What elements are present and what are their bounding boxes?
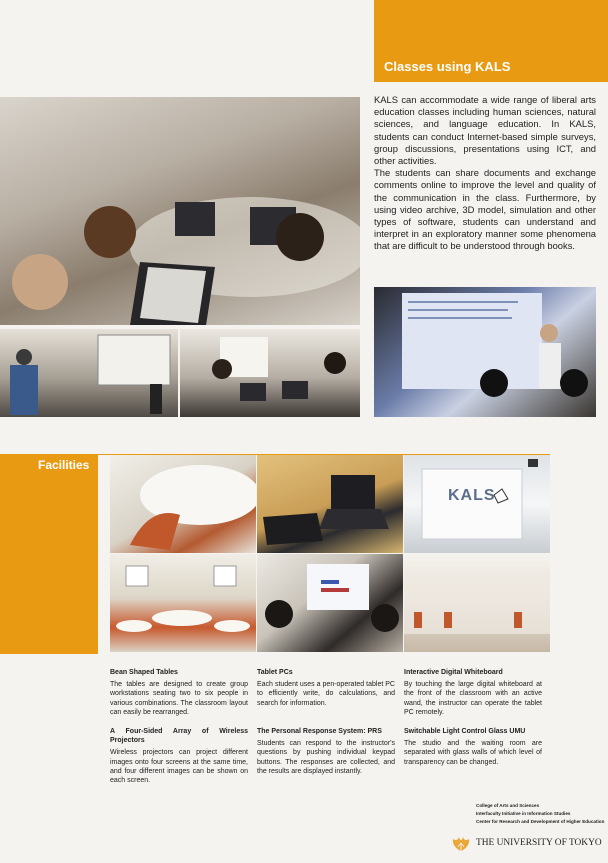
photo-bean-shaped-tables bbox=[110, 455, 256, 553]
photo-tablet-pcs bbox=[257, 455, 403, 553]
facility-title: Bean Shaped Tables bbox=[110, 669, 178, 676]
facility-title: Switchable Light Control Glass UMU bbox=[404, 728, 526, 735]
photo-art bbox=[374, 287, 596, 417]
facility-bean-shaped-tables bbox=[110, 668, 248, 717]
facility-digital-whiteboard bbox=[404, 668, 542, 717]
facility-wireless-projectors bbox=[110, 727, 248, 785]
photo-students-with-tablets bbox=[0, 97, 360, 325]
facility-title: A Four-Sided Array of Wireless Projectors bbox=[110, 728, 248, 745]
photo-art bbox=[404, 554, 550, 652]
facility-title: Tablet PCs bbox=[257, 669, 293, 676]
section-title-classes: Classes using KALS bbox=[384, 59, 511, 74]
facility-text: Students can respond to the instructor's questions by pushing individual keypad buttons. The responses are collected, and the results are displayed instantly. bbox=[257, 740, 395, 775]
facility-text: The tables are designed to create group workstations seating two to six people in various combinations. The classroom layout can easily be rearranged. bbox=[110, 681, 248, 716]
photo-art bbox=[180, 329, 360, 417]
institution-list bbox=[476, 802, 604, 826]
photo-art bbox=[110, 455, 256, 553]
facility-title: Interactive Digital Whiteboard bbox=[404, 669, 503, 676]
photo-wireless-projectors bbox=[110, 554, 256, 652]
ginkgo-leaf-icon bbox=[450, 831, 472, 853]
photo-art bbox=[0, 329, 178, 417]
photo-art bbox=[257, 455, 403, 553]
facility-text: Each student uses a pen-operated tablet PC to efficiently write, do calculations, and search for information. bbox=[257, 681, 395, 707]
facilities-accent-block bbox=[0, 454, 98, 654]
facility-prs bbox=[257, 727, 395, 776]
section-title-facilities: Facilities bbox=[38, 458, 90, 472]
facility-text: By touching the large digital whiteboard at the front of the classroom with an active wand, the instructor can operate the tablet PC remotely. bbox=[404, 681, 542, 716]
photo-presentation-screen bbox=[0, 329, 178, 417]
intro-paragraph-2: The students can share documents and exchange comments online to improve the level and quality of the communication in the class. Furthermore, by using video archive, 3D model, simulation and other types of software, students can understand and interpret in an exploratory manner some phenomena that are difficult to be understood through books. bbox=[374, 167, 596, 252]
institution-name: Interfaculty Initiative in Information Studies bbox=[476, 811, 571, 816]
photo-instructor-whiteboard bbox=[374, 287, 596, 417]
intro-text bbox=[374, 94, 596, 253]
header-rule bbox=[374, 80, 608, 82]
photo-art bbox=[257, 554, 403, 652]
facility-text: Wireless projectors can project different images onto four screens at the same time, and four different images can be shown on each screen. bbox=[110, 749, 248, 785]
photo-light-control-glass bbox=[404, 554, 550, 652]
photo-personal-response-system bbox=[257, 554, 403, 652]
facility-title: The Personal Response System: PRS bbox=[257, 728, 382, 735]
whiteboard-kals-logo: KALS bbox=[448, 487, 496, 504]
institution-name: Center for Research and Development of Higher Education bbox=[476, 819, 605, 824]
intro-paragraph-1: KALS can accommodate a wide range of liberal arts education classes including human sciences, natural sciences, and language education. In KALS, students can conduct Internet-based simple surveys, group discussions, presentations using ICT, and other activities. bbox=[374, 94, 596, 167]
facility-text: The studio and the waiting room are separated with glass walls of which level of transparency can be changed. bbox=[404, 740, 542, 766]
institution-name: College of Arts and Sciences bbox=[476, 803, 540, 808]
university-name: THE UNIVERSITY OF TOKYO bbox=[476, 838, 602, 848]
photo-group-discussion bbox=[180, 329, 360, 417]
facility-tablet-pcs bbox=[257, 668, 395, 708]
facility-light-control-glass bbox=[404, 727, 542, 767]
photo-art bbox=[0, 97, 360, 325]
photo-art bbox=[110, 554, 256, 652]
